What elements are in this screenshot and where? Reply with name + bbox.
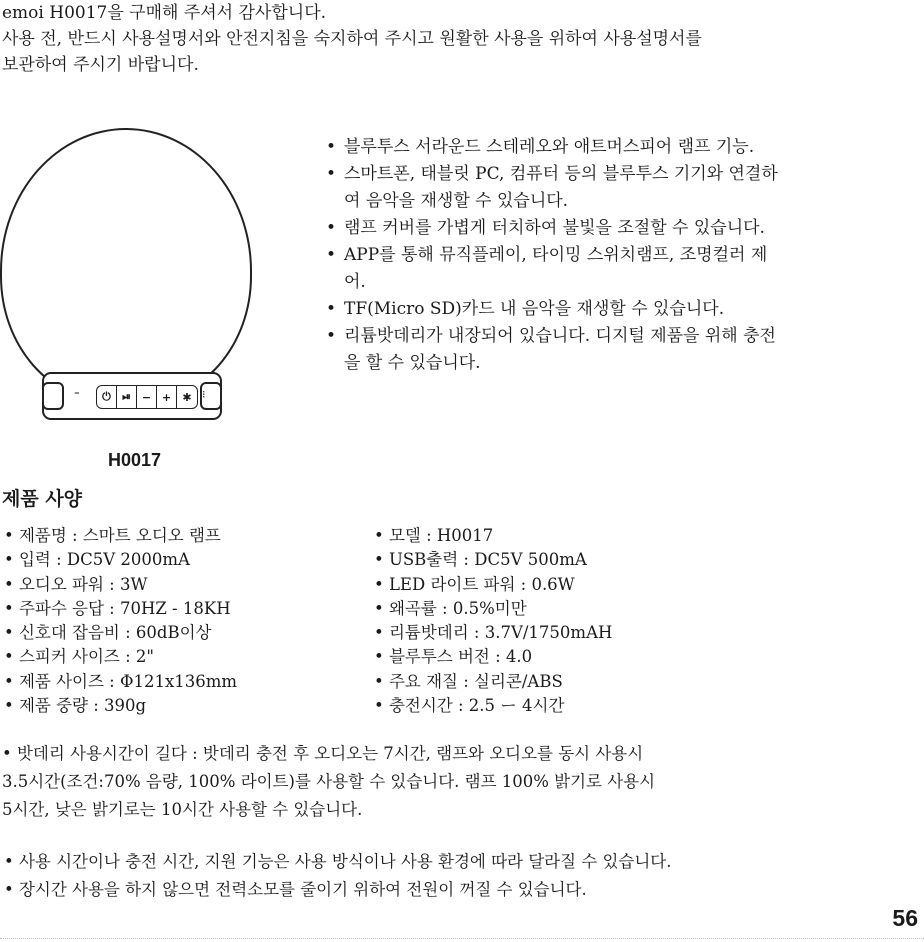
spec-right: • 블루투스 버전 : 4.0: [374, 647, 533, 667]
notes: [4, 848, 904, 904]
lamp-base: [42, 372, 222, 420]
spec-row: [4, 621, 904, 645]
battery-line-2: 3.5시간(조건:70% 음량, 100% 라이트)를 사용할 수 있습니다. 램프 100% 밝기로 사용시: [2, 772, 656, 791]
spec-row: [4, 645, 904, 669]
left-grip: [42, 382, 64, 410]
spec-left: • 제품명 : 스마트 오디오 램프: [4, 526, 221, 545]
spec-row: [4, 548, 904, 572]
spec-heading: 제품 사양: [2, 488, 83, 510]
spec-right: • LED 라이트 파워 : 0.6W: [374, 574, 575, 594]
note-item: • 장시간 사용을 하지 않으면 전력소모를 줄이기 위하여 전원이 꺼질 수 있습니다.: [4, 880, 587, 899]
bluetooth-icon: ✱: [182, 390, 192, 404]
spec-row: [4, 524, 904, 548]
battery-line-1: • 밧데리 사용시간이 길다 : 밧데리 충전 후 오디오는 7시간, 램프와 오디오를 동시 사용시: [2, 744, 644, 763]
spec-left: • 제품 중량 : 390g: [4, 696, 147, 716]
footer-divider: [0, 938, 924, 939]
play-pause-icon: ⏯: [117, 386, 137, 408]
spec-left: • 신호대 잡음비 : 60dB이상: [4, 623, 212, 643]
minus-icon: −: [137, 386, 157, 408]
spec-table: [4, 524, 904, 718]
spec-row: [4, 573, 904, 597]
right-grip: [200, 382, 222, 410]
spec-left: • 제품 사이즈 : Φ121x136mm: [4, 671, 238, 691]
spec-right: • 리튬밧데리 : 3.7V/1750mAH: [374, 623, 613, 643]
spec-right: • 왜곡률 : 0.5%미만: [374, 598, 527, 618]
control-panel: [96, 385, 198, 409]
lamp-globe: [0, 128, 252, 403]
spec-left: • 스피커 사이즈 : 2": [4, 647, 154, 667]
spec-row: [4, 597, 904, 621]
spec-left: • 주파수 응답 : 70HZ - 18KH: [4, 598, 231, 618]
feature-item: • 스마트폰, 태블릿 PC, 컴퓨터 등의 블루투스 기기와 연결하여 음악을 재생할 수 있습니다.: [326, 161, 786, 215]
spec-right: • 주요 재질 : 실리콘/ABS: [374, 671, 563, 691]
note-item: • 사용 시간이나 충전 시간, 지원 기능은 사용 방식이나 사용 환경에 따라 달라질 수 있습니다.: [4, 852, 672, 871]
spec-right: • 모델 : H0017: [374, 526, 494, 545]
mic-icon: ⁼: [74, 388, 80, 401]
intro-line-1: emoi H0017을 구매해 주셔서 감사합니다.: [2, 3, 327, 23]
model-caption: H0017: [108, 450, 162, 470]
feature-item: • 램프 커버를 가볍게 터치하여 불빛을 조절할 수 있습니다.: [326, 215, 786, 242]
lamp-illustration: [0, 120, 260, 480]
intro-text: [2, 0, 918, 78]
feature-item: • APP를 통해 뮤직플레이, 타이밍 스위치램프, 조명컬러 제어.: [326, 242, 786, 296]
intro-line-3: 보관하여 주시기 바랍니다.: [2, 55, 199, 75]
feature-item: • TF(Micro SD)카드 내 음악을 재생할 수 있습니다.: [326, 296, 786, 323]
spec-left: • 오디오 파워 : 3W: [4, 574, 148, 594]
feature-list: [326, 134, 786, 377]
plus-icon: +: [157, 386, 177, 408]
spec-row: [4, 670, 904, 694]
power-icon: ⏻: [97, 386, 117, 408]
led-icon: ⁝: [202, 388, 206, 401]
spec-left: • 입력 : DC5V 2000mA: [4, 550, 190, 570]
feature-item: • 블루투스 서라운드 스테레오와 애트머스피어 램프 기능.: [326, 134, 786, 161]
battery-info: [2, 740, 902, 824]
page-number: 56: [892, 905, 918, 931]
spec-right: • 충전시간 : 2.5 ー 4시간: [374, 696, 565, 716]
intro-line-2: 사용 전, 반드시 사용설명서와 안전지침을 숙지하여 주시고 원활한 사용을 위하여 사용설명서를: [2, 29, 702, 49]
spec-row: [4, 694, 904, 718]
battery-line-3: 5시간, 낮은 밝기로는 10시간 사용할 수 있습니다.: [2, 800, 363, 819]
feature-item: • 리튬밧데리가 내장되어 있습니다. 디지털 제품을 위해 충전을 할 수 있습니다.: [326, 323, 786, 377]
spec-right: • USB출력 : DC5V 500mA: [374, 550, 587, 570]
